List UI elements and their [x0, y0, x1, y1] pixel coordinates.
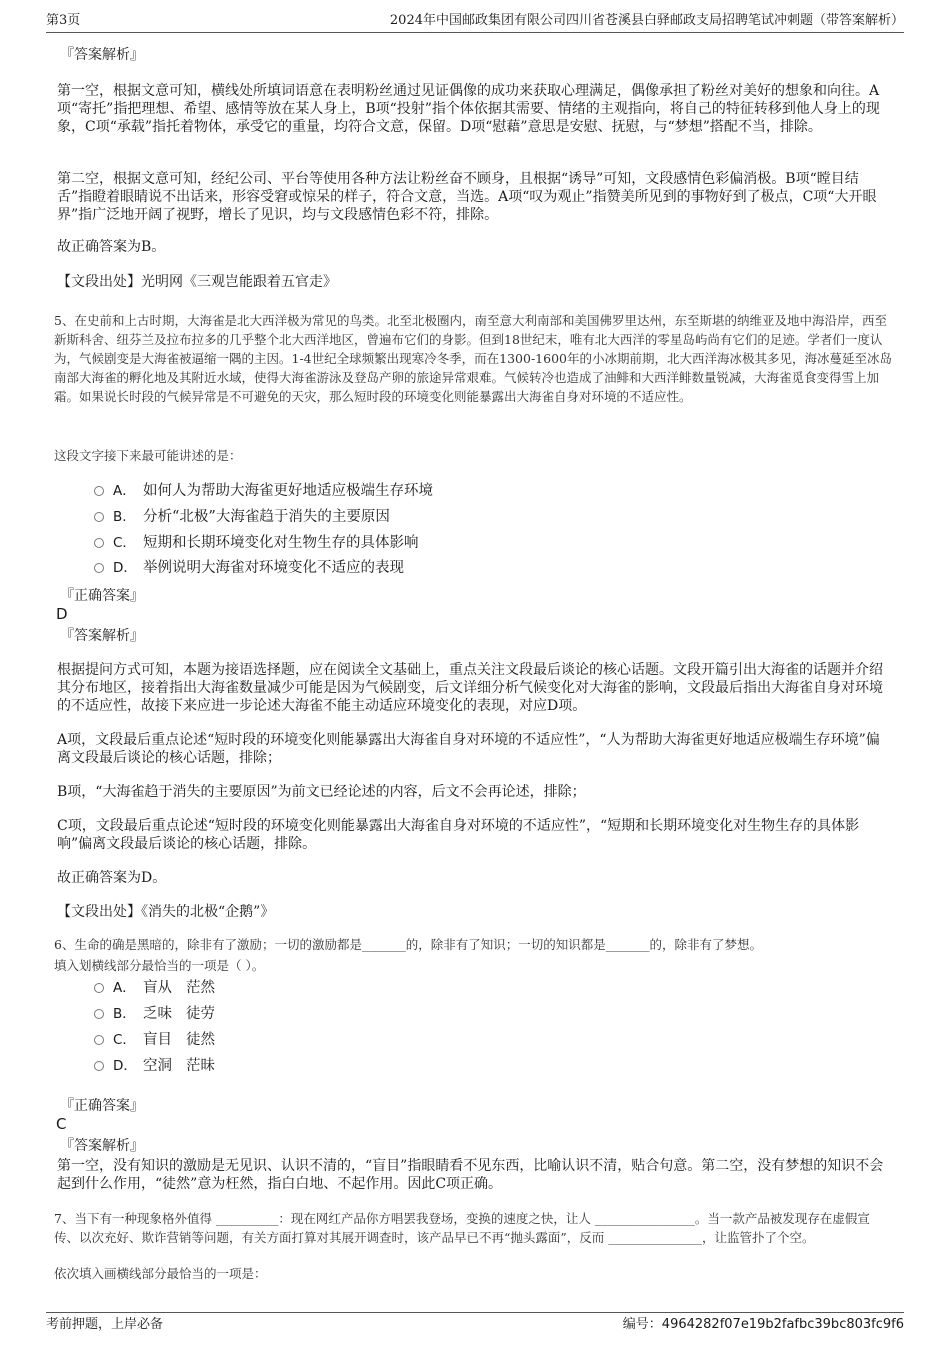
q4-analysis-para1: 第一空，根据文意可知，横线处所填词语意在表明粉丝通过见证偶像的成功来获取心理满足，偶像承担了粉丝对美好的想象和向往。A项“寄托”指把理想、希望、感情等放在某人身上，B项“投射”指个体依据其需要、情绪的主观指向，将自己的特征转移到他人身上的现象，C项“承载”指托着物体，承受它的重量，均符合文意，保留。D项“慰藉”意思是安慰、抚慰，与“梦想”搭配不当，排除。 [57, 83, 880, 135]
radio-button[interactable] [94, 563, 104, 573]
q6-option-b[interactable]: B． 乏味 徒劳 [94, 1005, 215, 1023]
q5-option-b[interactable]: B. 分析“北极”大海雀趋于消失的主要原因 [94, 508, 390, 526]
q5-option-c[interactable]: C． 短期和长期环境变化对生物生存的具体影响 [94, 534, 419, 552]
page-header [46, 12, 904, 33]
q4-conclusion: 故正确答案为B。 [57, 239, 166, 255]
q6-prompt: 填入划横线部分最恰当的一项是（ ）。 [54, 958, 265, 973]
document-code-label: 编号： [622, 1317, 662, 1332]
q6-analysis-para1: 第一空，没有知识的激励是无见识、认识不清的，“盲目”指眼睛看不见东西，比喻认识不清，贴合句意。第二空，没有梦想的知识不会起到什么作用，“徒然”意为枉然，指白白地、不起作用。因此C项正确。 [57, 1158, 884, 1192]
q6-answer: C [56, 1115, 67, 1133]
q5-analysis-para3: B项，“大海雀趋于消失的主要原因”为前文已经论述的内容，后文不会再论述，排除； [57, 784, 586, 800]
q4-analysis-tag: 『答案解析』 [60, 47, 144, 63]
radio-button[interactable] [94, 983, 104, 993]
q6-option-a[interactable]: A． 盲从 茫然 [94, 979, 215, 997]
q5-analysis-tag: 『答案解析』 [60, 628, 144, 644]
q5-prompt: 这段文字接下来最可能讲述的是： [54, 448, 242, 463]
page-footer [46, 1312, 904, 1332]
q6-option-d[interactable]: D． 空洞 茫昧 [94, 1057, 215, 1075]
document-code-value: 4964282f07e19b2fafbc39bc803fc9f6 [661, 1317, 904, 1332]
footer-slogan: 考前押题，上岸必备 [46, 1317, 164, 1332]
q7-stem: 7、当下有一种现象格外值得 __________：现在网红产品你方唱罢我登场，变换的速度之快，让人 ________________。当一款产品被发现存在虚假宣传、以次充好、欺诈营销等问题，有关方面打算对其展开调查时，该产品早已不再“抛头露面”，反而 _______________，让监管扑了个空。 [54, 1211, 870, 1245]
document-title: 2024年中国邮政集团有限公司四川省苍溪县白驿邮政支局招聘笔试冲刺题（带答案解析） [389, 13, 904, 28]
q5-option-d[interactable]: D． 举例说明大海雀对环境变化不适应的表现 [94, 559, 404, 577]
document-code [623, 1316, 904, 1334]
q6-option-c[interactable]: C． 盲目 徒然 [94, 1031, 215, 1049]
q7-prompt: 依次填入画横线部分最恰当的一项是： [54, 1266, 267, 1281]
radio-button[interactable] [94, 1009, 104, 1019]
page-number: 第3页 [46, 13, 81, 28]
q5-answer-tag: 『正确答案』 [60, 588, 144, 604]
q5-option-a[interactable]: A． 如何人为帮助大海雀更好地适应极端生存环境 [94, 482, 433, 500]
q5-source: 【文段出处】《消失的北极“企鹅”》 [57, 904, 275, 920]
q6-stem: 6、生命的确是黑暗的，除非有了激励；一切的激励都是_______的，除非有了知识；一切的知识都是_______的，除非有了梦想。 [54, 937, 762, 952]
radio-button[interactable] [94, 512, 104, 522]
radio-button[interactable] [94, 538, 104, 548]
q4-analysis-para2: 第二空，根据文意可知，经纪公司、平台等使用各种方法让粉丝奋不顾身，且根据“诱导”可知，文段感情色彩偏消极。B项“瞠目结舌”指瞪着眼睛说不出话来，形容受窘或惊呆的样子，符合文意，当选。A项“叹为观止”指赞美所见到的事物好到了极点，C项“大开眼界”指广泛地开阔了视野，增长了见识，均与文段感情色彩不符，排除。 [57, 171, 877, 223]
q5-stem: 5、在史前和上古时期，大海雀是北大西洋极为常见的鸟类。北至北极圈内，南至意大利南部和美国佛罗里达州，东至斯堪的纳维亚及地中海沿岸，西至新斯科舍、纽芬兰及拉布拉多的几乎整个北大西洋地区，曾遍布它们的身影。但到18世纪末，唯有北大西洋的零星岛屿尚有它们的足迹。学者们一度认为，气候剧变是大海雀被逼缩一隅的主因。1-4世纪全球频繁出现寒冷冬季，而在1300-1600年的小冰期前期，北大西洋海冰极其多见，海冰蔓延至冰岛南部大海雀的孵化地及其附近水域，使得大海雀游泳及登岛产卵的旅途异常艰难。气候转冷也造成了油鲱和大西洋鲱数量锐减，大海雀觅食变得雪上加霜。如果说长时段的气候异常是不可避免的天灾，那么短时段的环境变化则能暴露出大海雀自身对环境的不适应性。 [54, 313, 892, 404]
q6-answer-tag: 『正确答案』 [60, 1098, 144, 1114]
q5-conclusion: 故正确答案为D。 [57, 870, 167, 886]
q6-analysis-tag: 『答案解析』 [60, 1138, 144, 1154]
q4-source: 【文段出处】光明网《三观岂能跟着五官走》 [57, 274, 337, 290]
radio-button[interactable] [94, 1035, 104, 1045]
q5-analysis-para2: A项，文段最后重点论述“短时段的环境变化则能暴露出大海雀自身对环境的不适应性”，“人为帮助大海雀更好地适应极端生存环境”偏离文段最后谈论的核心话题，排除； [57, 732, 880, 766]
q5-analysis-para4: C项，文段最后重点论述“短时段的环境变化则能暴露出大海雀自身对环境的不适应性”，“短期和长期环境变化对生物生存的具体影响”偏离文段最后谈论的核心话题，排除。 [57, 818, 860, 852]
radio-button[interactable] [94, 486, 104, 496]
q5-analysis-para1: 根据提问方式可知，本题为接语选择题，应在阅读全文基础上，重点关注文段最后谈论的核心话题。文段开篇引出大海雀的话题并介绍其分布地区，接着指出大海雀数量减少可能是因为气候剧变，后文详细分析气候变化对大海雀的影响，文段最后指出大海雀自身对环境的不适应性，故接下来应进一步论述大海雀不能主动适应环境变化的表现，对应D项。 [57, 662, 883, 714]
radio-button[interactable] [94, 1061, 104, 1071]
q5-answer: D [56, 605, 68, 623]
